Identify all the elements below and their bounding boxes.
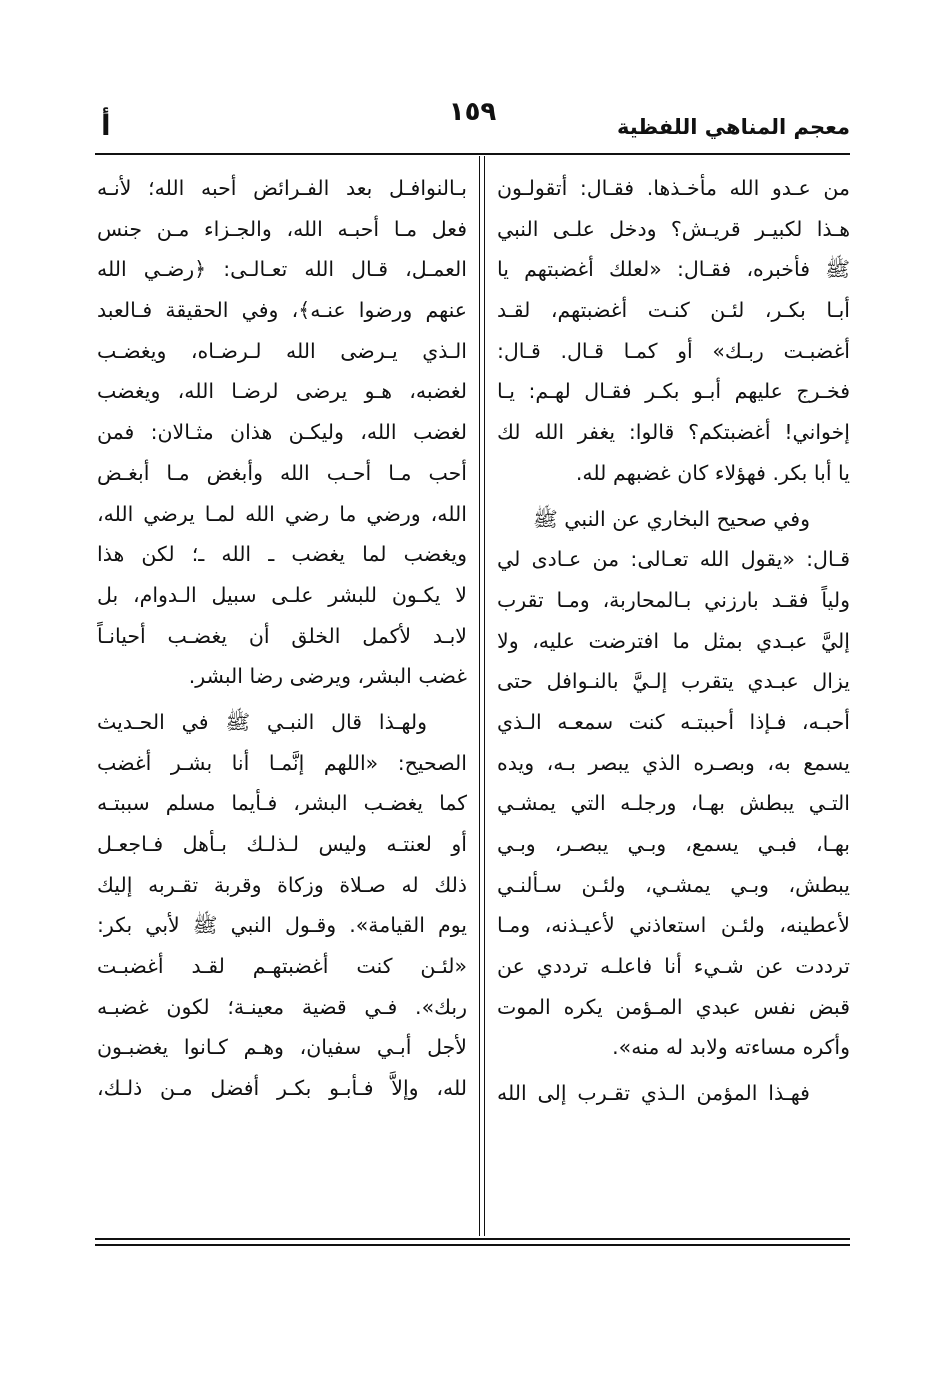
text-line: لأعطينه، ولئـن استعاذني لأعيـذنه، ومـا: [497, 913, 850, 938]
text-line: كما يغضـب البشر، فـأيما مسلم سببتـه: [97, 791, 467, 816]
header-rule: [95, 153, 850, 155]
text-line: فعل مـا أحبـه الله، والجـزاء مـن جنس: [97, 216, 467, 241]
text-line: ولياً فقـد بارزني بـالمحاربة، ومـا تقرب: [497, 587, 850, 612]
column-divider: [479, 156, 485, 1236]
text-line: أحبـه، فـإذا أحببتـه كنت سمعـه الـذي: [497, 709, 850, 734]
text-line: لغضب الله، وليكـن هذان مثـالان: فمن: [97, 420, 467, 445]
text-line: أحب مـا أحـب الله وأبغض مـا أبغـض: [97, 460, 467, 485]
text-line: وأكره مساءته ولابد له منه».: [612, 1035, 850, 1060]
text-line: غضب البشر، ويرضى رضا البشر.: [188, 664, 467, 689]
text-line: بـالنوافـل بعد الفـرائض أحبه الله؛ لأنـه: [97, 176, 467, 200]
text-line: أو لعنتـه وليس لـذلـك بـأهل فـاجعـل: [97, 832, 467, 856]
page-header: [95, 95, 850, 145]
text-line: عنهم ورضوا عنـه﴾، وفي الحقيقة فـالعبد: [97, 298, 467, 323]
text-line: قبض نفس عبدي المـؤمن يكره الموت: [497, 994, 850, 1019]
paragraph: [97, 168, 467, 697]
running-title: معجم المناهي اللفظية: [616, 115, 850, 139]
paragraph: [497, 499, 850, 1069]
text-line: فهـذا المؤمن الـذي تقـرب إلى الله: [497, 1081, 810, 1106]
text-line: ﷺ فأخبره، فقـال: «لعلك أغضبتهم يا: [497, 257, 850, 282]
text-line: العمـل، قـال الله تعـالـى: ﴿رضـي الله: [97, 257, 467, 282]
text-line: يسمع به، وبصـره الذي يبصر بـه، ويده: [497, 750, 850, 775]
text-line: وفي صحيح البخاري عن النبي ﷺ: [533, 506, 810, 531]
text-line: إليَّ عبـدي بمثل ما افترضت عليه، ولا: [497, 628, 850, 653]
text-line: أبـا بكـر، لئـن كنـت أغضبتهم، لقـد: [497, 298, 850, 323]
text-line: لأجل أبـي سفيان، وهـم كـانوا يغضبـون: [97, 1035, 467, 1060]
text-line: أغضبـت ربـك» أو كمـا قـال. قـال:: [497, 338, 850, 363]
footer-rule-thin: [95, 1244, 850, 1246]
text-line: الصحيح: «اللهم إنَّمـا أنا بشـر أغضب: [97, 750, 467, 775]
text-line: لا يكـون للبشر علـى سبيل الـدوام، بل: [97, 582, 467, 607]
text-line: الله، ورضي ما رضي الله لمـا يرضي الله،: [97, 501, 467, 526]
footer-rule: [95, 1238, 850, 1240]
text-line: الـذي يـرضى الله لـرضـاه، ويغضـب: [97, 338, 467, 363]
text-line: يزال عبـدي يتقرب إلـيَّ بالنـوافل حتى: [497, 669, 850, 694]
text-line: لابـد لأكمل الخلق أن يغضـب أحيانـاً: [97, 623, 467, 648]
text-line: من عـدو الله مأخـذها. فقـال: أتقولـون: [497, 176, 850, 200]
paragraph: [497, 168, 850, 494]
text-line: ربك». فـي قضية معينـة؛ لكون غضبـه: [97, 994, 467, 1019]
paragraph: [97, 702, 467, 1109]
text-line: ترددت عن شـيء أنا فاعلـه ترددي عن: [497, 954, 850, 979]
left-column: [97, 168, 467, 1109]
text-line: ولهـذا قال النبـي ﷺ في الحـديث: [97, 709, 427, 734]
text-line: ذلك له صـلاة وزكاة وقربة تقـربه إليك: [97, 872, 467, 897]
text-line: بهـا، فبـي يسمع، وبـي يبصـر، وبـي: [497, 832, 850, 856]
text-line: يبطش، وبـي يمشـي، ولئـن سـألنـي: [497, 872, 850, 897]
text-line: «لئـن كنت أغضبتهـم لقـد أغضبـت: [97, 954, 467, 979]
text-line: يا أبا بكر. فهؤلاء كان غضبهم لله.: [575, 460, 850, 485]
right-column: [497, 168, 850, 1114]
text-line: لغضبه، هـو يرضى لرضـا الله، ويغضب: [97, 379, 467, 404]
text-line: ويغضب لما يغضب ـ الله ـ؛ لكن هذا: [97, 542, 467, 567]
paragraph: [497, 1073, 850, 1114]
page-number: ١٥٩: [448, 97, 497, 127]
text-line: قـال: «يقول الله تعـالى: من عـادى لي: [497, 547, 850, 572]
text-line: يوم القيامة». وقـول النبي ﷺ لأبي بكر:: [97, 913, 467, 938]
text-line: لله، وإلاَّ فـأبـو بكـر أفضل مـن ذلـك،: [97, 1076, 467, 1101]
text-line: التـي يبطش بهـا، ورجلـه التي يمشـي: [497, 791, 850, 816]
text-line: فخـرج عليهم أبـو بكـر فقـال لهـم: يـا: [497, 379, 850, 404]
text-line: هـذا لكبيـر قريـش؟ ودخل علـى النبي: [497, 216, 850, 241]
text-line: إخواني! أغضبتكم؟ قالوا: يغفر الله لك: [497, 420, 850, 445]
part-letter: أ: [101, 109, 111, 142]
